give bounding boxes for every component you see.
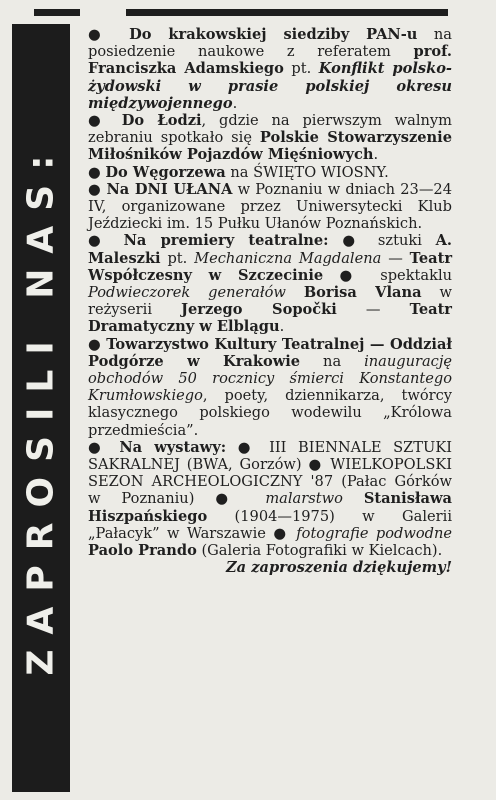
announcement-item (88, 26, 452, 112)
item-text: spektaklu (363, 266, 453, 284)
bullet-icon: ● (88, 180, 102, 198)
article-column (88, 26, 452, 577)
exhibition-type: fotografie podwodne (296, 524, 452, 542)
announcement-item (88, 336, 452, 439)
artist-name: Paolo Prando (88, 542, 197, 560)
item-text (286, 284, 304, 301)
bullet-icon: ● (342, 232, 365, 250)
exhibition-type: malarstwo (265, 490, 343, 508)
bullet-icon: ● (237, 438, 258, 456)
item-text: . (384, 163, 389, 181)
item-text: — (336, 301, 410, 319)
author-name: A. Maleszki (88, 232, 453, 267)
item-text: sztuki (364, 232, 436, 250)
item-text: (Galeria Fotografiki w Kielcach). (196, 542, 443, 560)
top-rule (34, 9, 80, 16)
bullet-icon: ● (215, 490, 245, 508)
venue-name: Teatr Współczesny w Szczecinie (88, 249, 453, 284)
item-text: (BWA, Gorzów) (179, 456, 309, 474)
bullet-icon: ● (88, 438, 108, 456)
bullet-icon: ● (88, 163, 101, 181)
item-text: . (279, 318, 285, 336)
item-text: w Poznaniu w dniach 23—24 IV, organizowane przez Uniwersytecki Klub Jeździecki im. 15 Pułku Ułanów Poznańskich. (88, 180, 452, 233)
item-text: na posiedzenie naukowe z referatem (88, 26, 452, 61)
event-name: ŚWIĘTO WIOSNY (253, 163, 385, 181)
item-text: w reżyserii (88, 284, 452, 319)
bullet-icon: ● (88, 112, 109, 130)
item-lead: Do krakowskiej siedziby PAN-u (129, 26, 418, 43)
announcement-item (88, 439, 452, 559)
bullet-icon: ● (308, 456, 324, 474)
announcement-item (88, 181, 452, 233)
bullet-icon: ● (88, 26, 113, 43)
announcement-item (88, 164, 452, 181)
top-rule (126, 9, 448, 16)
sidebar-banner (12, 24, 70, 792)
item-text: na (300, 352, 365, 370)
event-title: inaugurację obchodów 50 rocznicy śmierci Konstantego Krumłowskiego (88, 352, 452, 405)
item-text: . (232, 94, 238, 112)
bullet-icon: ● (88, 335, 102, 353)
author-name: Borisa Vlana (303, 284, 422, 302)
item-lead: Na premiery teatralne: (123, 232, 329, 250)
speaker-name: prof. Franciszka Adamskiego (88, 43, 452, 78)
sidebar-title: ZAPROSILI NAS: (20, 140, 62, 676)
item-text: (1904—1975) w Galerii „Pałacyk” w Warszawie (88, 507, 452, 542)
artist-name: Stanisława Hiszpańskiego (88, 490, 453, 525)
item-text: , gdzie na pierwszym walnym zebraniu spotkało się (88, 112, 452, 147)
item-text: , poety, dziennikarza, twórcy klasycznego polskiego wodewilu „Królowa przedmieścia”. (88, 387, 452, 439)
announcement-item (88, 232, 452, 335)
item-text: pt. (160, 249, 195, 267)
play-title: Podwieczorek generałów (88, 284, 286, 302)
item-lead: Na wystawy: (119, 438, 227, 456)
exhibition-name: III BIENNALE SZTUKI SAKRALNEJ (88, 438, 453, 474)
bullet-icon: ● (88, 232, 110, 250)
announcement-item (88, 112, 452, 164)
organization-name: Polskie Stowarzyszenie Miłośników Pojazdów Mięśniowych (88, 129, 452, 164)
item-text: pt. (283, 60, 319, 78)
item-text (343, 490, 364, 507)
closing-thanks: Za zaproszenia dziękujemy! (226, 559, 452, 577)
exhibition-name: WIELKOPOLSKI SEZON ARCHEOLOGICZNY '87 (88, 456, 452, 491)
item-text: (Pałac Górków w Poznaniu) (88, 473, 452, 508)
venue-name: Teatr Dramatyczny w Elblągu (88, 301, 452, 336)
bullet-icon: ● (339, 266, 364, 284)
item-lead: Na DNI UŁANA (106, 180, 233, 198)
item-lead: Do Łodzi (121, 112, 202, 130)
item-text: — (381, 249, 410, 267)
item-lead: Do Węgorzewa (105, 163, 226, 181)
play-title: Mechaniczna Magdalena (194, 249, 382, 267)
bullet-icon: ● (273, 524, 289, 542)
item-text: . (373, 146, 379, 164)
lecture-title: Konflikt polsko-żydowski w prasie polskiej okresu międzywojennego (88, 60, 452, 112)
director-name: Jerzego Sopočki (181, 301, 337, 319)
item-lead: Towarzystwo Kultury Teatralnej — Oddział Podgórze w Krakowie (88, 335, 453, 370)
item-text: na (225, 163, 254, 181)
